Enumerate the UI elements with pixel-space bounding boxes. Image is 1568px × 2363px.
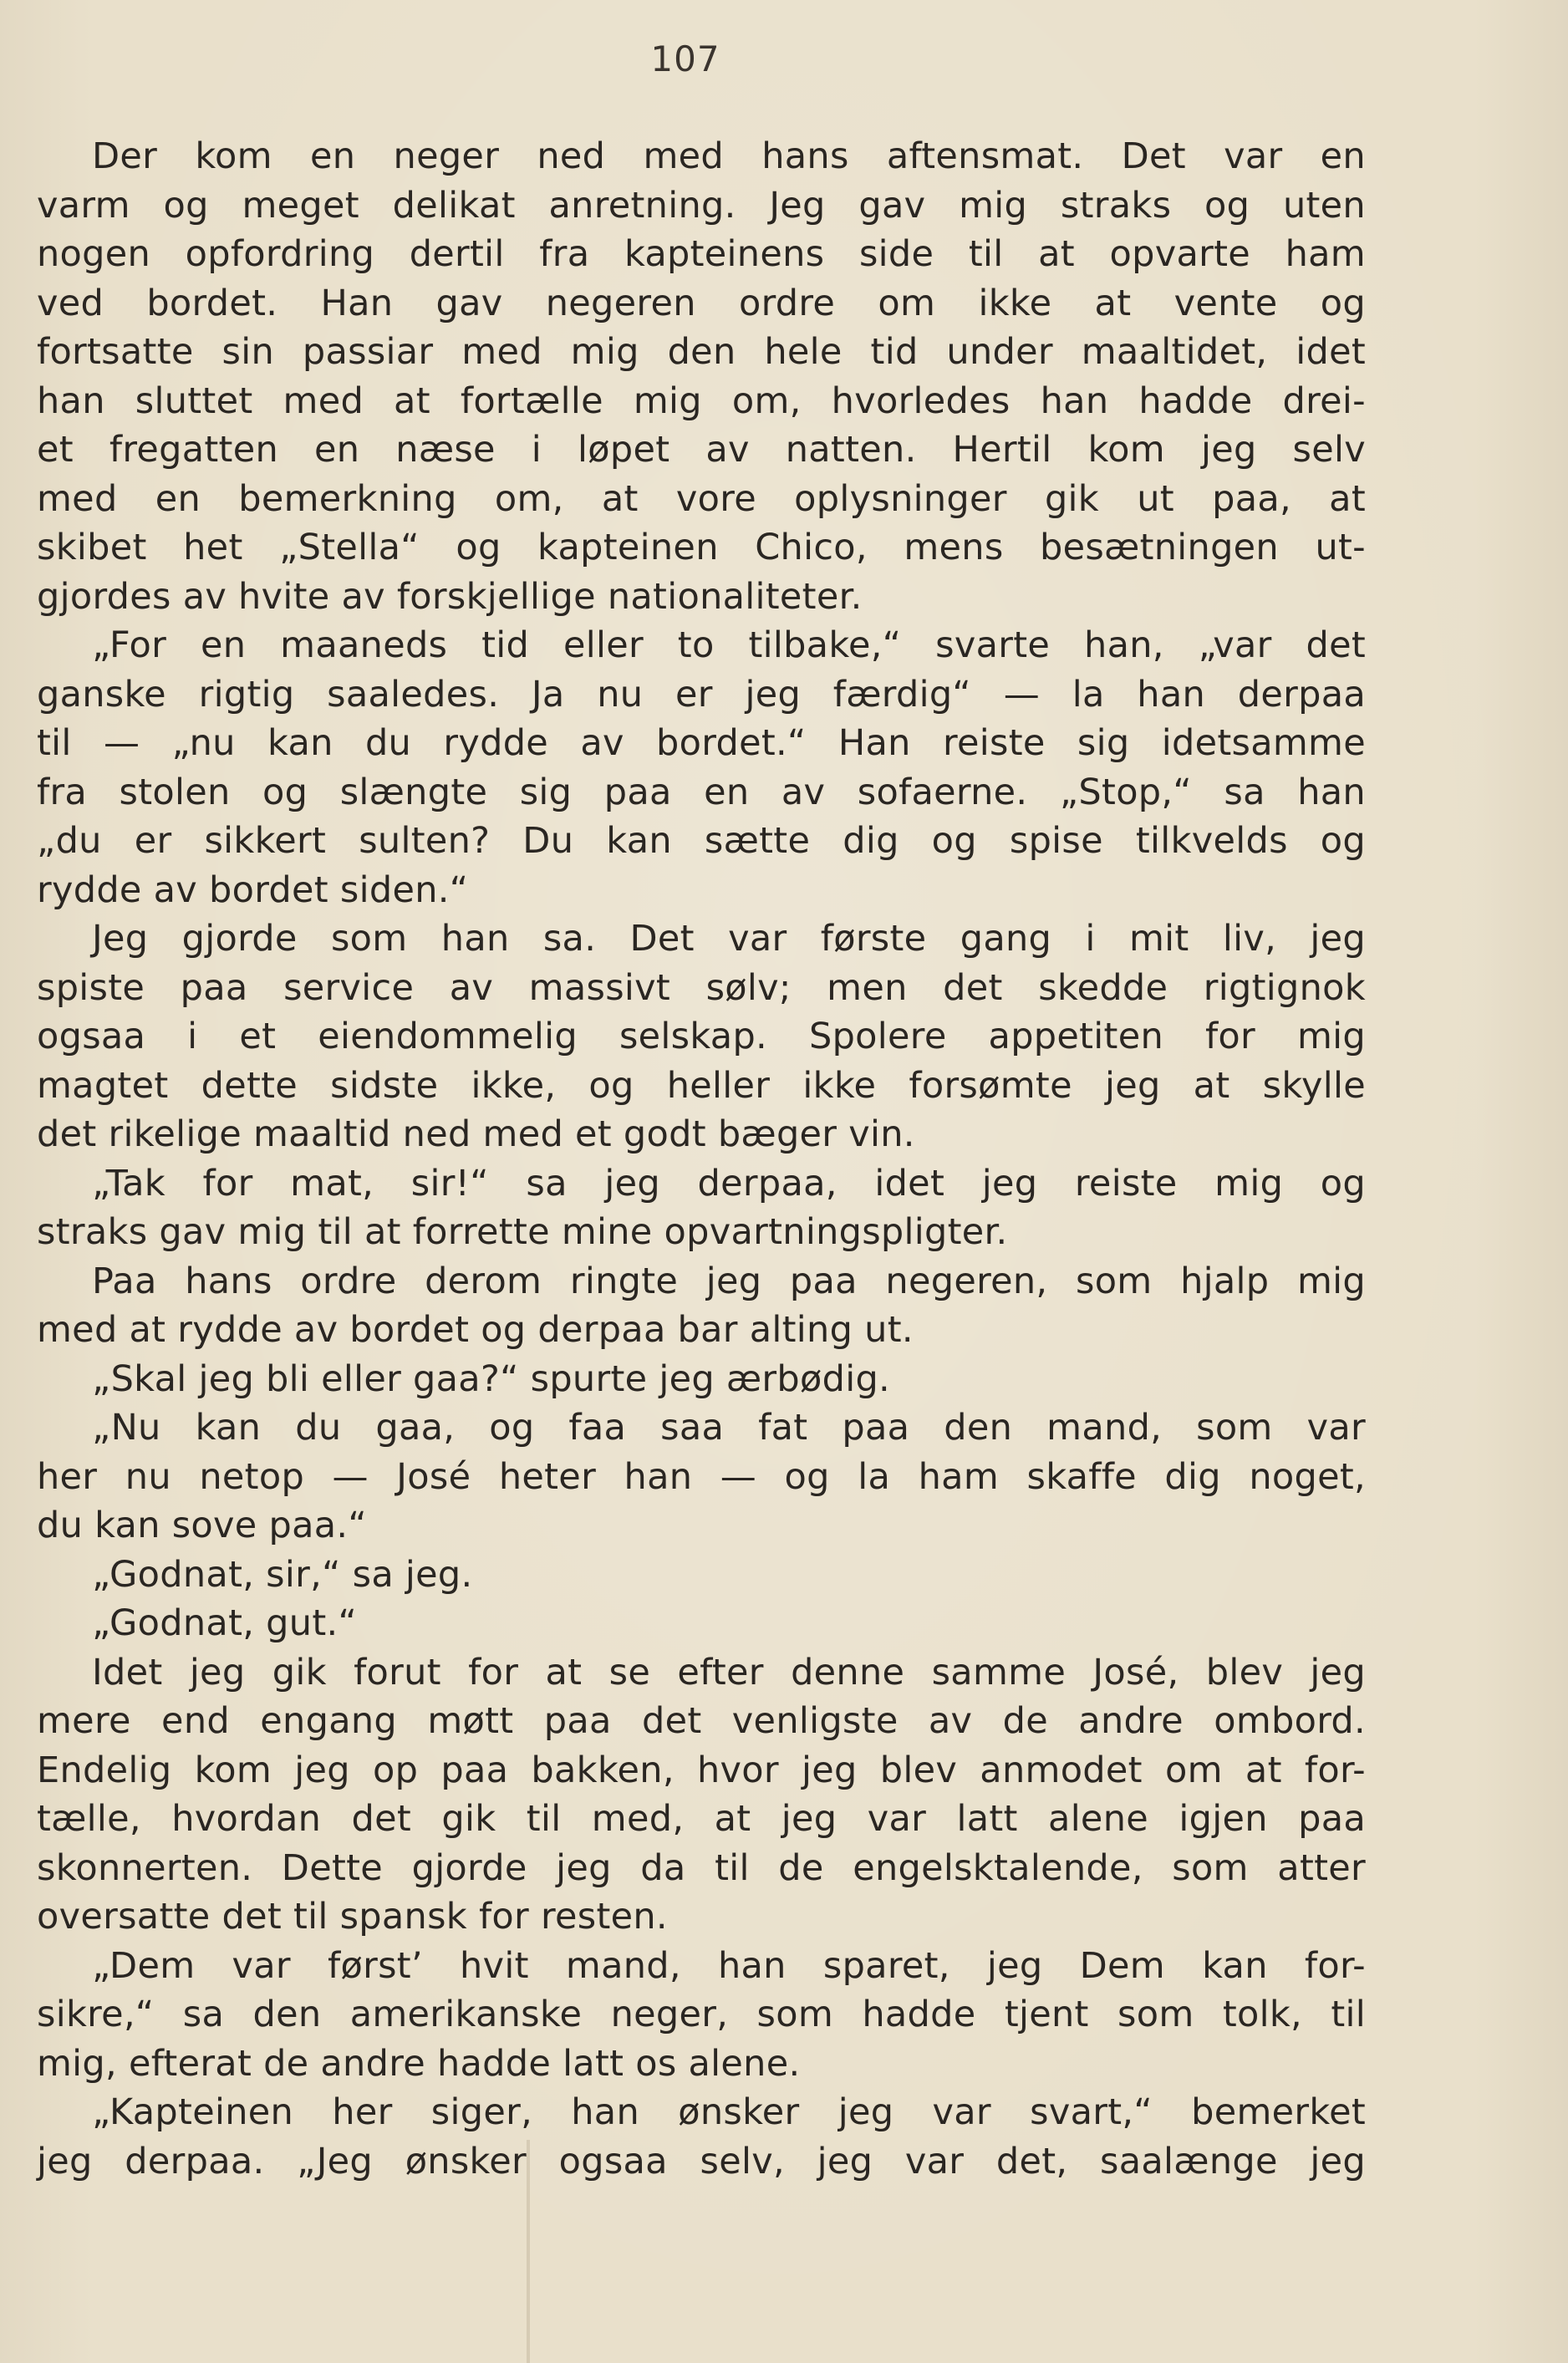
text-line: han sluttet med at fortælle mig om, hvorledes han hadde drei- <box>37 379 1366 422</box>
text-line: fortsatte sin passiar med mig den hele tid under maaltidet, idet <box>37 331 1366 373</box>
text-line: Endelig kom jeg op paa bakken, hvor jeg blev anmodet om at for- <box>37 1749 1366 1791</box>
text-line: „Nu kan du gaa, og faa saa fat paa den mand, som var <box>92 1407 1366 1449</box>
body-text <box>37 132 1366 2186</box>
text-line: „du er sikkert sulten? Du kan sætte dig og spise tilkvelds og <box>37 820 1366 862</box>
text-line: ved bordet. Han gav negeren ordre om ikke at vente og <box>37 282 1366 324</box>
text-line: nogen opfordring dertil fra kapteinens side til at opvarte ham <box>37 233 1366 275</box>
gutter-shadow <box>527 2140 530 2363</box>
text-line: „Godnat, sir,“ sa jeg. <box>92 1553 473 1596</box>
page-number: 107 <box>650 38 720 79</box>
text-line: „Tak for mat, sir!“ sa jeg derpaa, idet jeg reiste mig og <box>92 1162 1366 1204</box>
text-line: mere end engang møtt paa det venligste av de andre ombord. <box>37 1700 1366 1742</box>
text-line: et fregatten en næse i løpet av natten. Hertil kom jeg selv <box>37 429 1366 471</box>
text-line: skonnerten. Dette gjorde jeg da til de engelsktalende, som atter <box>37 1846 1366 1889</box>
text-line: gjordes av hvite av forskjellige nationaliteter. <box>37 575 863 618</box>
text-line: skibet het „Stella“ og kapteinen Chico, mens besætningen ut- <box>37 527 1366 568</box>
text-line: mig, efterat de andre hadde latt os alene. <box>37 2042 801 2085</box>
text-line: fra stolen og slængte sig paa en av sofaerne. „Stop,“ sa han <box>37 771 1366 813</box>
text-line: ogsaa i et eiendommelig selskap. Spolere appetiten for mig <box>37 1016 1366 1057</box>
text-line: med en bemerkning om, at vore oplysninger gik ut paa, at <box>37 477 1366 520</box>
text-line: du kan sove paa.“ <box>37 1505 367 1546</box>
text-line: sikre,“ sa den amerikanske neger, som hadde tjent som tolk, til <box>37 1994 1366 2035</box>
text-line: Idet jeg gik forut for at se efter denne samme José, blev jeg <box>92 1651 1366 1693</box>
text-line: straks gav mig til at forrette mine opvartningspligter. <box>37 1211 1008 1253</box>
text-line: oversatte det til spansk for resten. <box>37 1896 668 1938</box>
text-line: magtet dette sidste ikke, og heller ikke forsømte jeg at skylle <box>37 1064 1366 1107</box>
text-line: her nu netop — José heter han — og la ham skaffe dig noget, <box>37 1455 1366 1498</box>
text-line: med at rydde av bordet og derpaa bar alting ut. <box>37 1309 914 1351</box>
text-line: rydde av bordet siden.“ <box>37 868 469 911</box>
text-line: „Skal jeg bli eller gaa?“ spurte jeg ærbødig. <box>92 1357 891 1400</box>
text-line: „Dem var først’ hvit mand, han sparet, jeg Dem kan for- <box>92 1944 1366 1987</box>
text-line: „Kapteinen her siger, han ønsker jeg var svart,“ bemerket <box>92 2091 1366 2133</box>
text-line: Jeg gjorde som han sa. Det var første gang i mit liv, jeg <box>92 918 1366 960</box>
text-line: „Godnat, gut.“ <box>92 1602 358 1644</box>
text-line: Paa hans ordre derom ringte jeg paa negeren, som hjalp mig <box>92 1260 1366 1302</box>
text-line: til — „nu kan du rydde av bordet.“ Han reiste sig idetsamme <box>37 722 1366 764</box>
text-line: tælle, hvordan det gik til med, at jeg var latt alene igjen paa <box>37 1798 1366 1840</box>
text-line: spiste paa service av massivt sølv; men det skedde rigtignok <box>37 966 1366 1009</box>
text-line: Der kom en neger ned med hans aftensmat. Det var en <box>92 135 1366 177</box>
text-line: jeg derpaa. „Jeg ønsker ogsaa selv, jeg var det, saalænge jeg <box>37 2140 1366 2182</box>
text-line: „For en maaneds tid eller to tilbake,“ svarte han, „var det <box>92 624 1366 666</box>
text-line: det rikelige maaltid ned med et godt bæger vin. <box>37 1113 915 1155</box>
text-line: ganske rigtig saaledes. Ja nu er jeg færdig“ — la han derpaa <box>37 673 1366 716</box>
text-line: varm og meget delikat anretning. Jeg gav mig straks og uten <box>37 184 1366 227</box>
